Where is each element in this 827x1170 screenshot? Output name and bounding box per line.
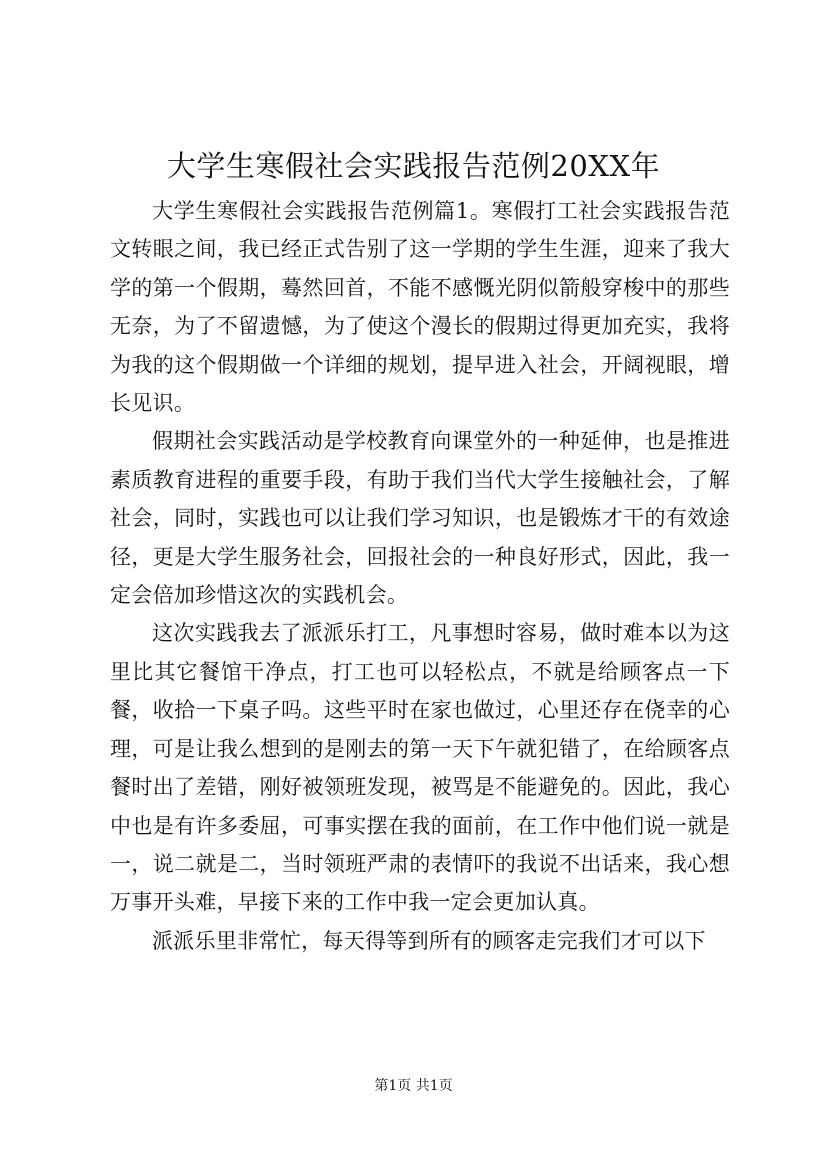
document-title: 大学生寒假社会实践报告范例20XX年 — [166, 149, 661, 183]
page-number-footer: 第1页 共1页 — [374, 1078, 453, 1094]
document-body — [110, 192, 730, 960]
paragraph-1: 大学生寒假社会实践报告范例篇1。寒假打工社会实践报告范文转眼之间，我已经正式告别了这一学期的学生生涯，迎来了我大学的第一个假期，蓦然回首，不能不感慨光阴似箭般穿梭中的那些无奈，为了不留遗憾，为了使这个漫长的假期过得更加充实，我将为我的这个假期做一个详细的规划，提早进入社会，开阔视眼，增长见识。 — [110, 199, 730, 416]
paragraph-3: 这次实践我去了派派乐打工，凡事想时容易，做时难本以为这里比其它餐馆干净点，打工也可以轻松点，不就是给顾客点一下餐，收拾一下桌子吗。这些平时在家也做过，心里还存在侥幸的心理，可是让我么想到的是刚去的第一天下午就犯错了，在给顾客点餐时出了差错，刚好被领班发现，被骂是不能避免的。因此，我心中也是有许多委屈，可事实摆在我的面前，在工作中他们说一就是一，说二就是二，当时领班严肃的表情吓的我说不出话来，我心想万事开头难，早接下来的工作中我一定会更加认真。 — [110, 621, 730, 915]
paragraph-2: 假期社会实践活动是学校教育向课堂外的一种延伸，也是推进素质教育进程的重要手段，有助于我们当代大学生接触社会，了解社会，同时，实践也可以让我们学习知识，也是锻炼才干的有效途径，更是大学生服务社会，回报社会的一种良好形式，因此，我一定会倍加珍惜这次的实践机会。 — [110, 429, 730, 608]
paragraph-4: 派派乐里非常忙，每天得等到所有的顾客走完我们才可以下 — [152, 928, 706, 953]
